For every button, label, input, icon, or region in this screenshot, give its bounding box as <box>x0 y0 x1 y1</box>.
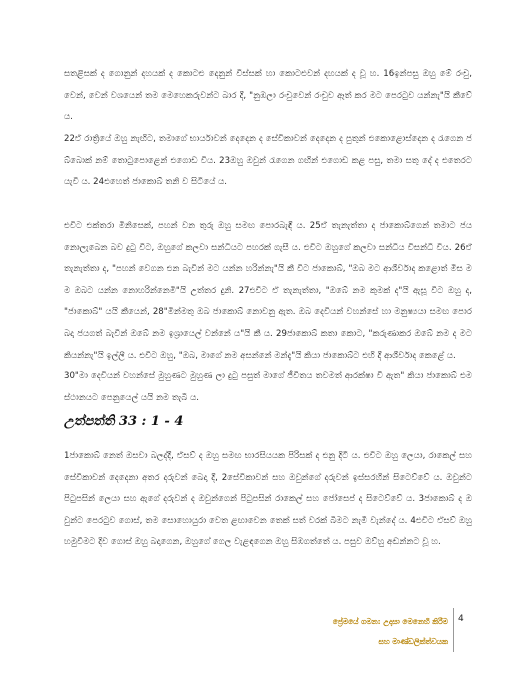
body-paragraph: 30"මා දෙවියන් වහන්සේ මුහුණට මුහුණ ලා දුටු පසුත් මාගේ ජීවිතය තවමත් ආරක්ෂා වී ඇත" කියා ජාකොබ් එම ස්ථානයට පෙනුයෙල් යයි නම තැබී ය. <box>64 371 472 403</box>
footer-divider <box>453 608 454 652</box>
section-paragraph: 1ජාකොබ් නෙත් ඔසවා බලද්දී, ඒසව් ද ඔහු සමඟ භාරසියයක පිරිසක් ද එනු දිටී ය. එවිට ඔහු ලෙයා, රාකෙල් සහ සේවිකාවන් දෙදෙනා අතර දරුවන් බෙදා දී, 2සේවිකාවන් සහ ඔවුන්ගේ දරුවන් ඉස්සරහින් සිටෙව්වේ ය. ඔවුන්ට පිටුපසින් ලෙයා සහ ඇගේ දරුවන් ද ඔවුන්ගෙන් පිටුපසින් රාකෙල් සහ ජෝසෙප් ද සිටෙව්වේ ය. 3ජාකොබ් ද ඔවුන්ට පෙරටුව ගොස්, තම සොහොයුරා වෙත ළඟාවෙන තෙක් සත් වරක් බිමට නැමී වැන්දේ ය. 4එවිට ඒසව් ඔහු හමුවීමට දිව ගොස් ඔහු බදාගෙන, ඔහුගේ ගෙල වැළඳගෙන ඔහු සිඹගත්තේ ය. පසුව ඔව්හු අඬන්නට වූ හ. <box>64 451 472 548</box>
footer-title: ප්‍රේමයේ ගමන: උදාසා මෙනෙහි කිරීම <box>332 617 448 626</box>
body-paragraph: සතළිසක් ද ගොනුන් දහයක් ද කොටළු දෙනුන් විස්සක් හා කොටළුවන් දහයක් ද වූ හ. 16ඉන්පසු ඔහු මේ රංචු, වෙන්, වෙන් වශයෙන් තම මෙහෙකරුවන්ට බාර දී, "නුඹලා රංචුවෙන් රංචුව ඈත් කර මට පෙරටුව යන්නැ"යි කීවේ ය. <box>64 69 472 123</box>
section-heading: උත්පත්ති 33 : 1 - 4 <box>64 414 184 429</box>
footer-subtitle: සහ මාණ්ඩලික්ත්වයක <box>378 637 448 646</box>
body-paragraph: එවිට එක්තරා මිනිසෙක්, පහන් වන තුරු ඔහු සමඟ පොරබැඳී ය. 25ඒ තැනැත්තා ද ජාකොබ්ගෙන් තමාට ජය නොලැබෙන බව දුටු විට, ඔහුගේ කලවා සන්ධියට පහරක් ගැසී ය. එවිට ඔහුගේ කලවා සන්ධිය විසන්ධි විය. 26ඒ තැනැත්තා ද, "පහන් වෙගන එන බැවින් මට යන්න හරින්නැ"යි කී විට ජාකොබ්, "ඔබ මට ආශීර්වාද කළොත් මිස මම ඔබට යන්න නොහරින්නෙමි"යි උත්තර දුනි. 27එවිට ඒ තැනැත්තා, "ඔබේ නම කුමක් ද"යි ඇසූ විට ඔහු ද, "ජාකොබ්" යයි කීයෙන්, 28"මින්මතු ඔබ ජාකොබ් නොවනු ඇත. ඔබ දෙවියන් වහන්සේ හා මනුෂ්‍යයා සමඟ පොරබදා ජයගත් බැවින් ඔබේ නම ඉශ්‍රායෙල් වන්නේ ය"යි කී ය. 29ජාකොබ් කතා කොට, "කරුණාකර ඔබේ නම ද මට කියන්නැ"යි ඉල්ලී ය. එවිට ඔහු, "ඔබ, මාගේ නම අසන්නේ මන්දැ"යි කියා ජාකොබ්ට එහි දී ආශීර්වාද කෙළේ ය. <box>64 221 472 361</box>
body-paragraph: 22ඒ රාත්‍රියේ ඔහු නැඟිට, තමාගේ භාර්යාවන් දෙදෙන ද සේවිකාවන් දෙදෙන ද පුතුන් එකොළොස්දෙන ද රැගෙන ජබ්බොක් නම් තොටුපොළෙන් එගොඩ විය. 23ඔහු ඔවුන් රැගෙන ගඟින් එගොඩ කළ පසු, තමා සතු දේ ද එතෙරට යැවී ය. 24එහෙත් ජාකොබ් තනි ව සිටියේ ය. <box>64 134 472 188</box>
page-number: 4 <box>458 614 464 624</box>
